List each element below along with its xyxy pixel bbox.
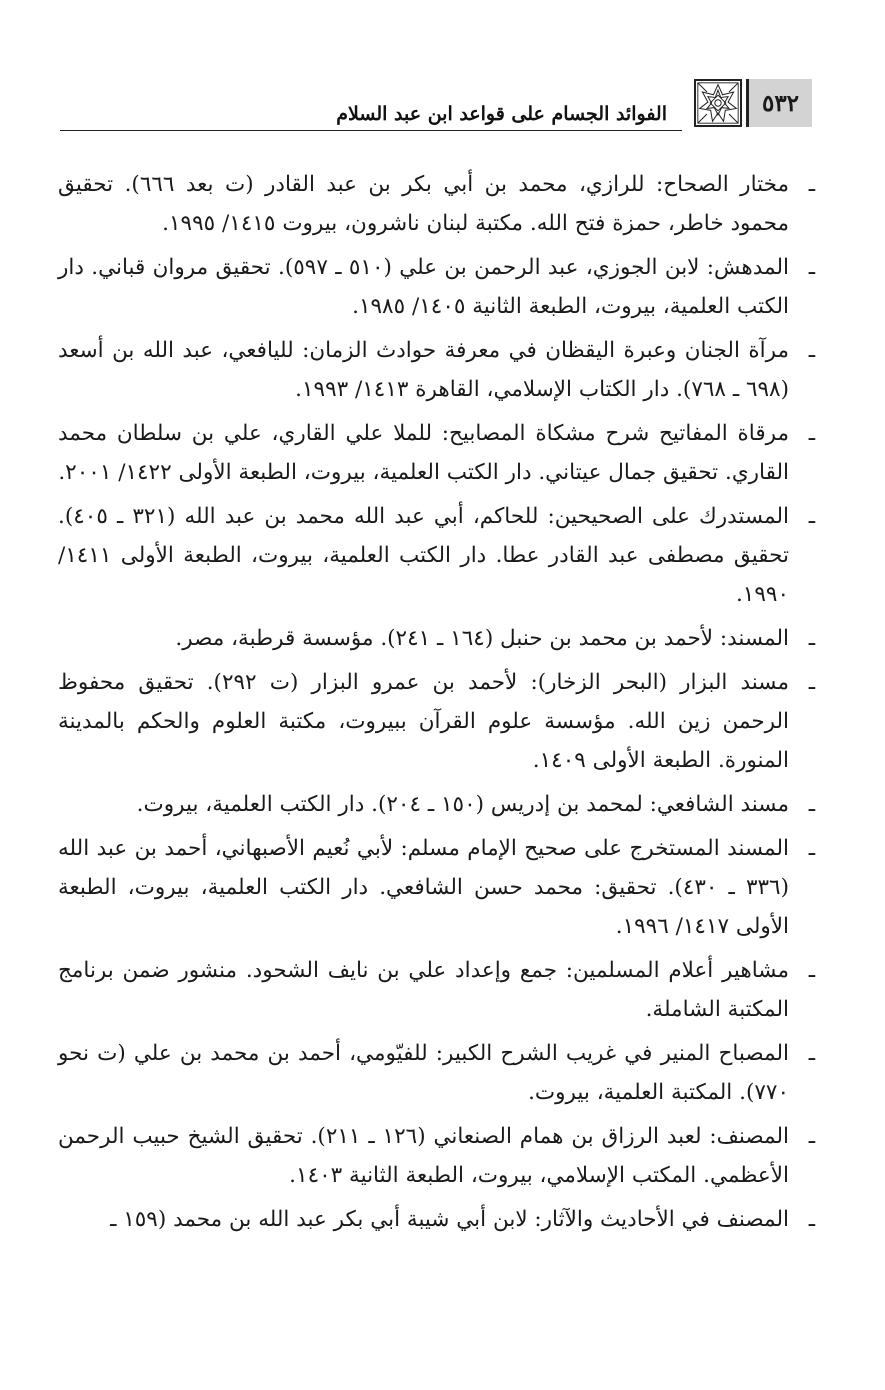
entry-dash: ـ bbox=[808, 172, 815, 197]
entry-dash: ـ bbox=[808, 792, 815, 817]
bibliography-entry bbox=[58, 331, 815, 409]
entry-dash: ـ bbox=[808, 1041, 815, 1066]
bibliography-entry bbox=[58, 1200, 815, 1239]
entry-text: المصنف في الأحاديث والآثار: لابن أبي شيبة أبي بكر عبد الله بن محمد (١٥٩ ـ bbox=[110, 1207, 789, 1232]
running-title: الفوائد الجسام على قواعد ابن عبد السلام bbox=[336, 103, 667, 125]
entry-dash: ـ bbox=[808, 338, 815, 363]
page-number-box bbox=[746, 79, 812, 127]
entry-dash: ـ bbox=[808, 958, 815, 983]
page-header bbox=[60, 75, 812, 131]
entry-dash: ـ bbox=[808, 255, 815, 280]
entry-text: مشاهير أعلام المسلمين: جمع وإعداد علي بن نايف الشحود. منشور ضمن برنامج المكتبة الشاملة. bbox=[58, 958, 789, 1022]
entry-dash: ـ bbox=[808, 504, 815, 529]
entry-dash: ـ bbox=[808, 1207, 815, 1232]
entry-text: المسند: لأحمد بن محمد بن حنبل (١٦٤ ـ ٢٤١). مؤسسة قرطبة، مصر. bbox=[175, 626, 789, 651]
bibliography-entry bbox=[58, 497, 815, 614]
bibliography-list bbox=[58, 165, 815, 1244]
header-rule bbox=[60, 130, 682, 131]
entry-text: مسند البزار (البحر الزخار): لأحمد بن عمرو البزار (ت ٢٩٢). تحقيق محفوظ الرحمن زين الله. مؤسسة علوم القرآن ببيروت، مكتبة العلوم والحكم بالمدينة المنورة. الطبعة الأولى ١٤٠٩. bbox=[58, 670, 789, 773]
entry-dash: ـ bbox=[808, 670, 815, 695]
entry-text: المصباح المنير في غريب الشرح الكبير: للفيّومي، أحمد بن محمد بن علي (ت نحو ٧٧٠). المكتبة العلمية، بيروت. bbox=[58, 1041, 789, 1105]
entry-text: المسند المستخرج على صحيح الإمام مسلم: لأبي نُعيم الأصبهاني، أحمد بن عبد الله (٣٣٦ ـ ٤٣٠). تحقيق: محمد حسن الشافعي. دار الكتب العلمية، بيروت، الطبعة الأولى ١٤١٧/ ١٩٩٦. bbox=[58, 836, 789, 939]
page-number: ٥٣٢ bbox=[761, 89, 800, 117]
bibliography-entry bbox=[58, 165, 815, 243]
bibliography-entry bbox=[58, 785, 815, 824]
bibliography-entry bbox=[58, 619, 815, 658]
entry-text: مرآة الجنان وعبرة اليقظان في معرفة حوادث الزمان: لليافعي، عبد الله بن أسعد (٦٩٨ ـ ٧٦٨). دار الكتاب الإسلامي، القاهرة ١٤١٣/ ١٩٩٣. bbox=[58, 338, 789, 402]
entry-text: مختار الصحاح: للرازي، محمد بن أبي بكر بن عبد القادر (ت بعد ٦٦٦). تحقيق محمود خاطر، حمزة فتح الله. مكتبة لبنان ناشرون، بيروت ١٤١٥/ ١٩٩٥. bbox=[58, 172, 789, 236]
bibliography-entry bbox=[58, 829, 815, 946]
bibliography-entry bbox=[58, 951, 815, 1029]
entry-dash: ـ bbox=[808, 626, 815, 651]
entry-text: المستدرك على الصحيحين: للحاكم، أبي عبد الله محمد بن عبد الله (٣٢١ ـ ٤٠٥). تحقيق مصطفى عبد القادر عطا. دار الكتب العلمية، بيروت، الطبعة الأولى ١٤١١/ ١٩٩٠. bbox=[58, 504, 790, 607]
bibliography-entry bbox=[58, 1117, 815, 1195]
bibliography-entry bbox=[58, 414, 815, 492]
bibliography-entry bbox=[58, 1034, 815, 1112]
geometric-star-ornament-icon bbox=[694, 79, 742, 127]
entry-dash: ـ bbox=[808, 421, 815, 446]
entry-dash: ـ bbox=[808, 1124, 815, 1149]
entry-text: مرقاة المفاتيح شرح مشكاة المصابيح: للملا علي القاري، علي بن سلطان محمد القاري. تحقيق جمال عيتاني. دار الكتب العلمية، بيروت، الطبعة الأولى ١٤٢٢/ ٢٠٠١. bbox=[58, 421, 789, 485]
entry-text: مسند الشافعي: لمحمد بن إدريس (١٥٠ ـ ٢٠٤). دار الكتب العلمية، بيروت. bbox=[136, 792, 789, 817]
entry-text: المدهش: لابن الجوزي، عبد الرحمن بن علي (٥١٠ ـ ٥٩٧). تحقيق مروان قباني. دار الكتب العلمية، بيروت، الطبعة الثانية ١٤٠٥/ ١٩٨٥. bbox=[58, 255, 789, 319]
bibliography-entry bbox=[58, 248, 815, 326]
entry-text: المصنف: لعبد الرزاق بن همام الصنعاني (١٢٦ ـ ٢١١). تحقيق الشيخ حبيب الرحمن الأعظمي. المكتب الإسلامي، بيروت، الطبعة الثانية ١٤٠٣. bbox=[58, 1124, 790, 1188]
entry-dash: ـ bbox=[808, 836, 815, 861]
bibliography-entry bbox=[58, 663, 815, 780]
